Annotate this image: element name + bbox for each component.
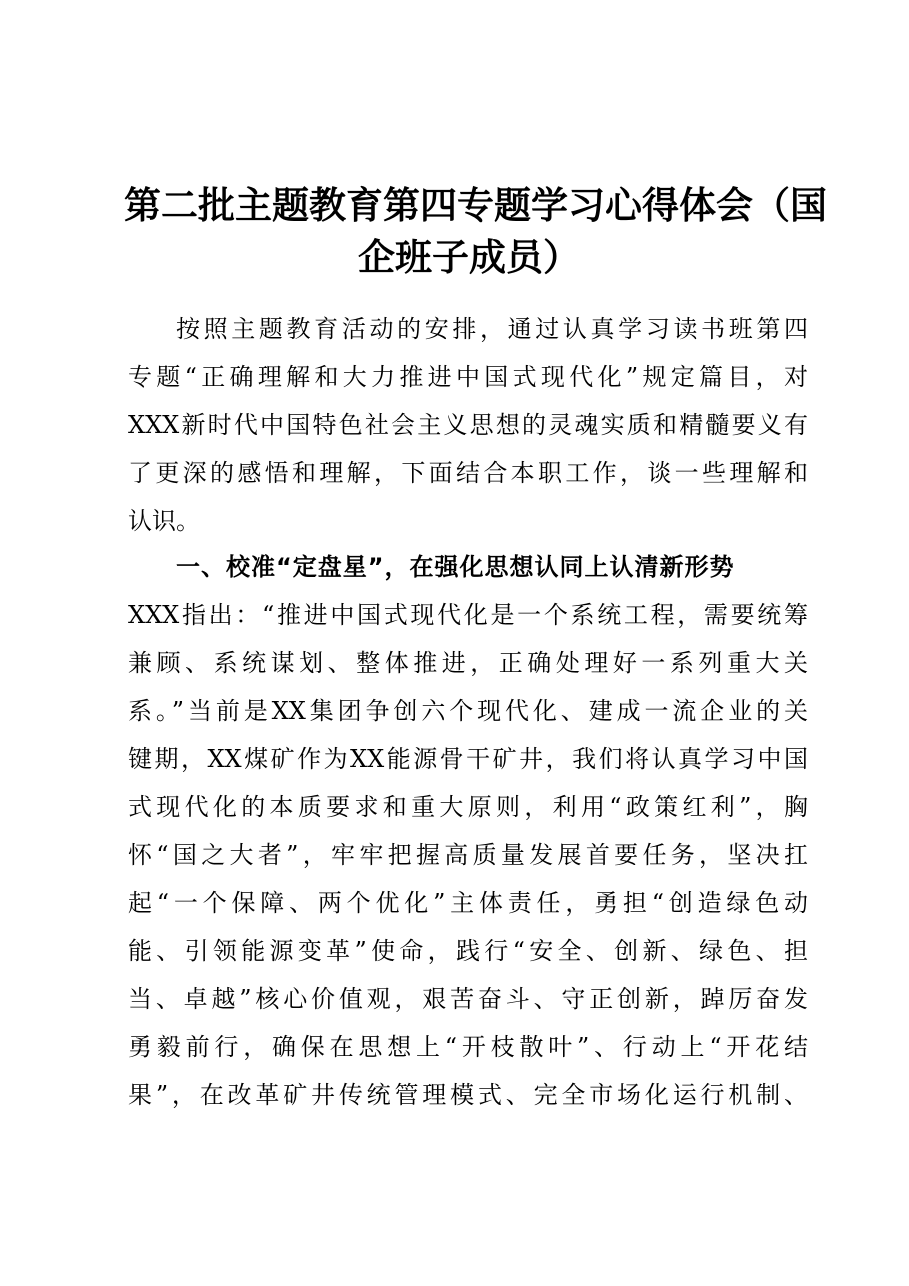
section-1-line-10: 勇毅前行，确保在思想上“开枝散叶”、行动上“开花结 — [128, 1033, 808, 1061]
section-1-line-9: 当、卓越”核心价值观，艰苦奋斗、守正创新，踔厉奋发 — [128, 985, 808, 1013]
intro-line-1: 按照主题教育活动的安排，通过认真学习读书班第四 — [176, 315, 808, 343]
section-1-line-3: 系。”当前是XX集团争创六个现代化、建成一流企业的关 — [128, 697, 808, 725]
section-1-line-5: 式现代化的本质要求和重大原则，利用“政策红利”，胸 — [128, 793, 808, 821]
document-title — [124, 180, 827, 284]
section-1-line-11: 果”，在改革矿井传统管理模式、完全市场化运行机制、 — [128, 1081, 808, 1109]
title-line-1: 第二批主题教育第四专题学习心得体会（国 — [124, 184, 827, 227]
intro-line-5: 认识。 — [128, 507, 200, 535]
section-1-line-1: XXX指出：“推进中国式现代化是一个系统工程，需要统筹 — [128, 601, 808, 629]
section-1-heading: 一、校准“定盘星”，在强化思想认同上认清新形势 — [176, 553, 735, 581]
intro-paragraph — [128, 305, 808, 545]
intro-line-4: 了更深的感悟和理解，下面结合本职工作，谈一些理解和 — [128, 459, 808, 487]
intro-line-3: XXX新时代中国特色社会主义思想的灵魂实质和精髓要义有 — [128, 411, 808, 439]
section-1-line-4: 键期，XX煤矿作为XX能源骨干矿井，我们将认真学习中国 — [128, 745, 808, 773]
section-1-line-2: 兼顾、系统谋划、整体推进，正确处理好一系列重大关 — [128, 649, 808, 677]
section-1 — [128, 543, 808, 1119]
intro-line-2: 专题“正确理解和大力推进中国式现代化”规定篇目，对 — [128, 363, 808, 391]
section-1-line-8: 能、引领能源变革”使命，践行“安全、创新、绿色、担 — [128, 937, 808, 965]
title-line-2: 企班子成员） — [358, 236, 580, 279]
section-1-line-7: 起“一个保障、两个优化”主体责任，勇担“创造绿色动 — [128, 889, 808, 917]
section-1-line-6: 怀“国之大者”，牢牢把握高质量发展首要任务，坚决扛 — [128, 841, 808, 869]
